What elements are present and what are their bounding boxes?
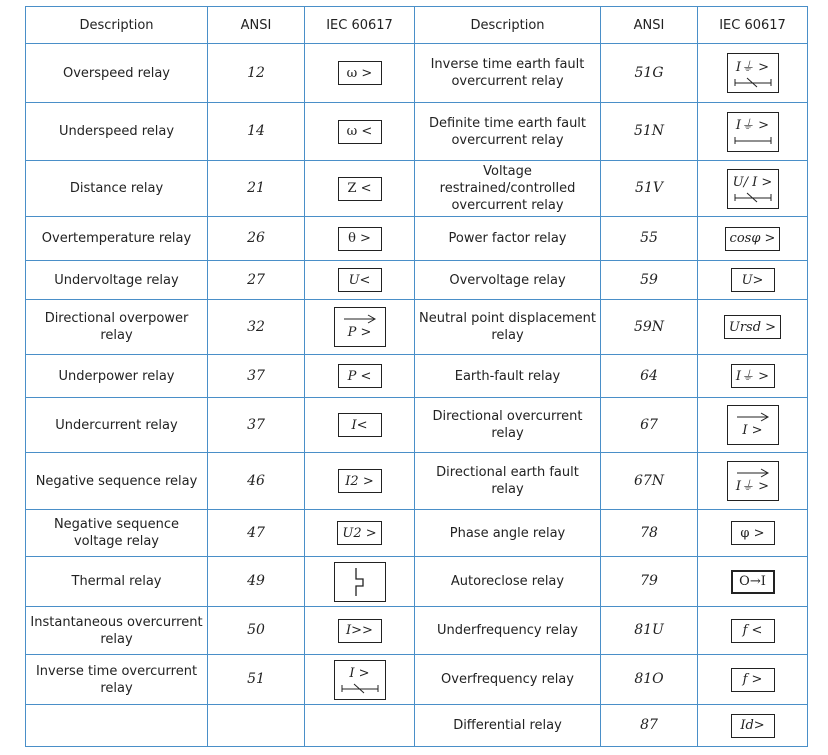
iec-symbol: I<: [338, 413, 382, 437]
iec-cell: [698, 355, 808, 398]
ansi-cell: 59N: [601, 300, 698, 355]
iec-cell: [698, 655, 808, 705]
description-cell: Instantaneous overcurrent relay: [26, 607, 208, 655]
table-row: [26, 103, 808, 161]
iec-symbol: Z <: [338, 177, 382, 201]
table-row: [26, 398, 808, 453]
ansi-cell: 21: [208, 161, 305, 217]
iec-symbol: U<: [338, 268, 382, 292]
ansi-cell: 32: [208, 300, 305, 355]
description-cell: Overtemperature relay: [26, 217, 208, 261]
iec-symbol: θ >: [338, 227, 382, 251]
description-cell: Neutral point displacement relay: [415, 300, 601, 355]
iec-cell: [698, 557, 808, 607]
iec-cell: [305, 607, 415, 655]
ansi-cell: 27: [208, 261, 305, 300]
ansi-cell: 67N: [601, 453, 698, 510]
ansi-cell: 67: [601, 398, 698, 453]
ansi-cell: 51V: [601, 161, 698, 217]
header-description: Description: [415, 7, 601, 44]
description-cell: Undervoltage relay: [26, 261, 208, 300]
header-ansi: ANSI: [208, 7, 305, 44]
iec-cell: [305, 705, 415, 747]
iec-symbol: I⏚ >: [731, 364, 775, 388]
ansi-cell: 78: [601, 510, 698, 557]
description-cell: Inverse time earth fault overcurrent relay: [415, 44, 601, 103]
description-cell: Underpower relay: [26, 355, 208, 398]
description-cell: Directional overpower relay: [26, 300, 208, 355]
inverse-time-symbol: I >: [334, 660, 386, 700]
iec-cell: [305, 261, 415, 300]
description-cell: Earth-fault relay: [415, 355, 601, 398]
directional-power-symbol: P >: [334, 307, 386, 347]
ansi-cell: 47: [208, 510, 305, 557]
iec-cell: [305, 453, 415, 510]
ansi-cell: 51N: [601, 103, 698, 161]
iec-cell: [698, 44, 808, 103]
iec-cell: [305, 103, 415, 161]
description-cell: Undercurrent relay: [26, 398, 208, 453]
iec-symbol: f >: [731, 668, 775, 692]
iec-symbol: ω >: [338, 61, 382, 85]
iec-symbol: Ursd >: [724, 315, 781, 339]
iec-cell: [305, 655, 415, 705]
ansi-cell: 59: [601, 261, 698, 300]
ansi-cell: 51: [208, 655, 305, 705]
table-row: [26, 510, 808, 557]
voltage-restrained-symbol: U/ I >: [727, 169, 779, 209]
description-cell: Underfrequency relay: [415, 607, 601, 655]
description-cell: Directional earth fault relay: [415, 453, 601, 510]
ansi-cell: 26: [208, 217, 305, 261]
ansi-cell: 49: [208, 557, 305, 607]
description-cell: Definite time earth fault overcurrent relay: [415, 103, 601, 161]
table-row: [26, 705, 808, 747]
description-cell: Differential relay: [415, 705, 601, 747]
ansi-cell: 55: [601, 217, 698, 261]
description-cell: Overspeed relay: [26, 44, 208, 103]
iec-cell: [305, 398, 415, 453]
table-row: [26, 655, 808, 705]
ansi-cell: [208, 705, 305, 747]
description-cell: Power factor relay: [415, 217, 601, 261]
directional-overcurrent-symbol: I >: [727, 405, 779, 445]
iec-cell: [305, 44, 415, 103]
iec-cell: [698, 453, 808, 510]
header-description: Description: [26, 7, 208, 44]
header-iec: IEC 60617: [305, 7, 415, 44]
earth-fault-overcurrent-symbol: I⏚ >: [727, 53, 779, 93]
ansi-cell: 50: [208, 607, 305, 655]
iec-symbol: cosφ >: [725, 227, 781, 251]
ansi-cell: 64: [601, 355, 698, 398]
relay-table: [25, 6, 808, 747]
description-cell: [26, 705, 208, 747]
ansi-cell: 46: [208, 453, 305, 510]
iec-cell: [305, 557, 415, 607]
iec-symbol: ω <: [338, 120, 382, 144]
iec-cell: [698, 217, 808, 261]
iec-symbol: U2 >: [337, 521, 381, 545]
table-row: [26, 557, 808, 607]
iec-cell: [305, 510, 415, 557]
table-row: [26, 300, 808, 355]
ansi-cell: 51G: [601, 44, 698, 103]
table-row: [26, 217, 808, 261]
description-cell: Autoreclose relay: [415, 557, 601, 607]
ansi-cell: 79: [601, 557, 698, 607]
description-cell: Inverse time overcurrent relay: [26, 655, 208, 705]
iec-cell: [305, 161, 415, 217]
ansi-cell: 14: [208, 103, 305, 161]
iec-symbol: I>>: [338, 619, 382, 643]
iec-cell: [698, 161, 808, 217]
ansi-cell: 87: [601, 705, 698, 747]
description-cell: Phase angle relay: [415, 510, 601, 557]
description-cell: Overfrequency relay: [415, 655, 601, 705]
table-row: [26, 607, 808, 655]
iec-cell: [305, 355, 415, 398]
table-row: [26, 44, 808, 103]
description-cell: Distance relay: [26, 161, 208, 217]
ansi-cell: 37: [208, 398, 305, 453]
header-row: [26, 7, 808, 44]
description-cell: Voltage restrained/controlled overcurrent relay: [415, 161, 601, 217]
header-iec: IEC 60617: [698, 7, 808, 44]
iec-symbol: f <: [731, 619, 775, 643]
description-cell: Negative sequence relay: [26, 453, 208, 510]
description-cell: Directional overcurrent relay: [415, 398, 601, 453]
table-row: [26, 355, 808, 398]
earth-fault-overcurrent-symbol: I⏚ >: [727, 112, 779, 152]
iec-symbol: P <: [338, 364, 382, 388]
directional-overcurrent-symbol: I⏚ >: [727, 461, 779, 501]
table-row: [26, 261, 808, 300]
description-cell: Underspeed relay: [26, 103, 208, 161]
iec-cell: [698, 300, 808, 355]
description-cell: Thermal relay: [26, 557, 208, 607]
iec-cell: [698, 510, 808, 557]
thermal-relay-symbol-icon: [334, 562, 386, 602]
iec-cell: [698, 607, 808, 655]
header-ansi: ANSI: [601, 7, 698, 44]
autoreclose-symbol: O→I: [731, 570, 775, 594]
iec-symbol: U>: [731, 268, 775, 292]
iec-cell: [305, 300, 415, 355]
iec-symbol: φ >: [731, 521, 775, 545]
iec-cell: [698, 261, 808, 300]
iec-symbol: I2 >: [338, 469, 382, 493]
table-row: [26, 161, 808, 217]
table-row: [26, 453, 808, 510]
description-cell: Negative sequence voltage relay: [26, 510, 208, 557]
iec-cell: [698, 705, 808, 747]
iec-cell: [698, 398, 808, 453]
iec-symbol: Id>: [731, 714, 775, 738]
iec-cell: [698, 103, 808, 161]
ansi-cell: 81U: [601, 607, 698, 655]
iec-cell: [305, 217, 415, 261]
description-cell: Overvoltage relay: [415, 261, 601, 300]
ansi-cell: 81O: [601, 655, 698, 705]
ansi-cell: 37: [208, 355, 305, 398]
ansi-cell: 12: [208, 44, 305, 103]
